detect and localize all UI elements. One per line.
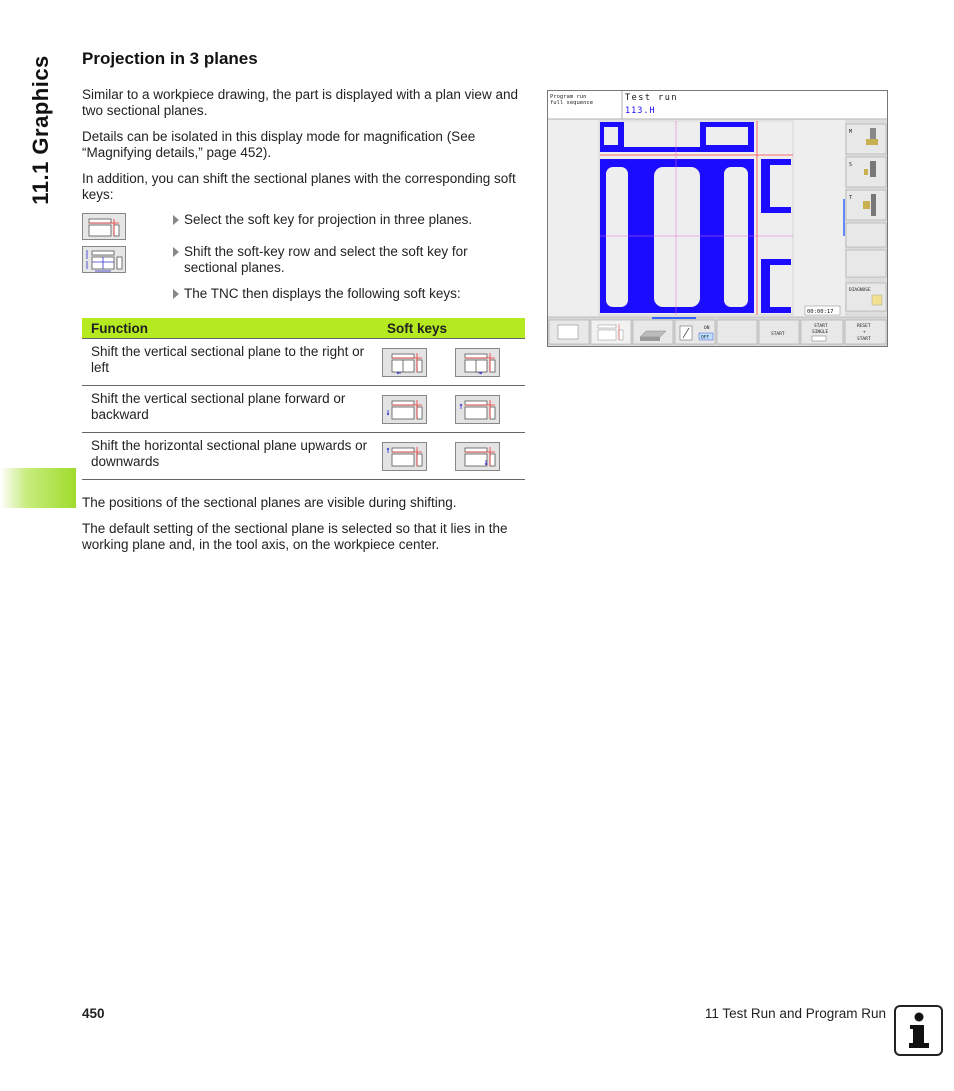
tnc-softkey-empty[interactable] <box>717 320 757 344</box>
side-chapter-title: 11.1 Graphics <box>28 55 53 205</box>
tnc-key-m[interactable]: M <box>849 129 853 135</box>
shift-horizontal-down-softkey-icon <box>455 442 500 471</box>
softkey-three-planes-icon <box>82 213 126 240</box>
paragraph-intro: Similar to a workpiece drawing, the part is displayed with a plan view and two sectional planes. <box>82 87 518 118</box>
step-select-projection: Select the soft key for projection in three planes. <box>173 212 513 228</box>
table-header-row <box>82 318 525 339</box>
tnc-key-empty-2[interactable] <box>846 250 886 277</box>
shift-vertical-right-softkey-icon <box>455 348 500 377</box>
shift-vertical-forward-softkey-icon <box>382 395 427 424</box>
shift-vertical-left-softkey-icon <box>382 348 427 377</box>
chapter-tab-marker <box>0 468 76 508</box>
softkeys-cell <box>378 386 525 433</box>
paragraph-positions-visible: The positions of the sectional planes are visible during shifting. <box>82 495 457 510</box>
tnc-start-single-label-2: SINGLE <box>812 330 829 335</box>
step-shift-softkey-row: Shift the soft-key row and select the soft key for sectional planes. <box>173 244 513 276</box>
paragraph-shift: In addition, you can shift the sectional planes with the corresponding soft keys: <box>82 171 516 202</box>
column-header-function: Function <box>82 318 378 339</box>
tnc-reset-label-1: RESET <box>857 324 871 329</box>
softkey-function-table <box>82 318 525 480</box>
tnc-start-label: START <box>771 332 785 337</box>
step-arrow-icon <box>173 215 179 225</box>
tnc-mode-line-2: full sequence <box>550 100 594 106</box>
step-arrow-icon <box>173 289 179 299</box>
softkey-sectional-planes-icon <box>82 246 126 273</box>
tnc-key-diagnose[interactable]: DIAGNOSE <box>849 288 871 293</box>
section-heading: Projection in 3 planes <box>82 49 258 68</box>
page-number: 450 <box>82 1006 105 1021</box>
shift-horizontal-up-softkey-icon <box>382 442 427 471</box>
table-row <box>82 433 525 480</box>
table-row <box>82 386 525 433</box>
tnc-timer: 00:00:17 <box>807 309 834 315</box>
function-cell: Shift the vertical sectional plane forward or backward <box>82 386 378 433</box>
column-header-softkeys: Soft keys <box>378 318 525 339</box>
tnc-program-name: 113.H <box>625 106 656 116</box>
tnc-on-label: ON <box>704 326 710 331</box>
tnc-mode-line-1: Program run <box>550 94 587 100</box>
tnc-key-s[interactable]: S <box>849 162 853 168</box>
tnc-key-empty-1[interactable] <box>846 223 886 247</box>
chapter-footer: 11 Test Run and Program Run <box>704 1006 886 1021</box>
info-icon <box>894 1005 943 1056</box>
softkeys-cell <box>378 433 525 480</box>
step-arrow-icon <box>173 247 179 257</box>
function-cell: Shift the vertical sectional plane to the right or left <box>82 339 378 386</box>
step-softkeys-displayed: The TNC then displays the following soft keys: <box>173 286 513 302</box>
function-cell: Shift the horizontal sectional plane upwards or downwards <box>82 433 378 480</box>
tnc-key-t[interactable]: T <box>849 195 853 201</box>
paragraph-details: Details can be isolated in this display mode for magnification (See “Magnifying details,” page 452). <box>82 129 476 160</box>
tnc-off-label: OFF <box>701 335 710 341</box>
tnc-screenshot <box>547 90 888 347</box>
tnc-reset-label-2: + <box>863 330 866 335</box>
softkeys-cell <box>378 339 525 386</box>
shift-vertical-backward-softkey-icon <box>455 395 500 424</box>
table-row <box>82 339 525 386</box>
tnc-title: Test run <box>625 93 678 103</box>
tnc-reset-label-3: START <box>857 337 871 342</box>
tnc-start-single-label-1: START <box>814 324 828 329</box>
paragraph-default-setting: The default setting of the sectional plane is selected so that it lies in the working plane and, in the tool axis, on the workpiece center. <box>82 521 508 552</box>
